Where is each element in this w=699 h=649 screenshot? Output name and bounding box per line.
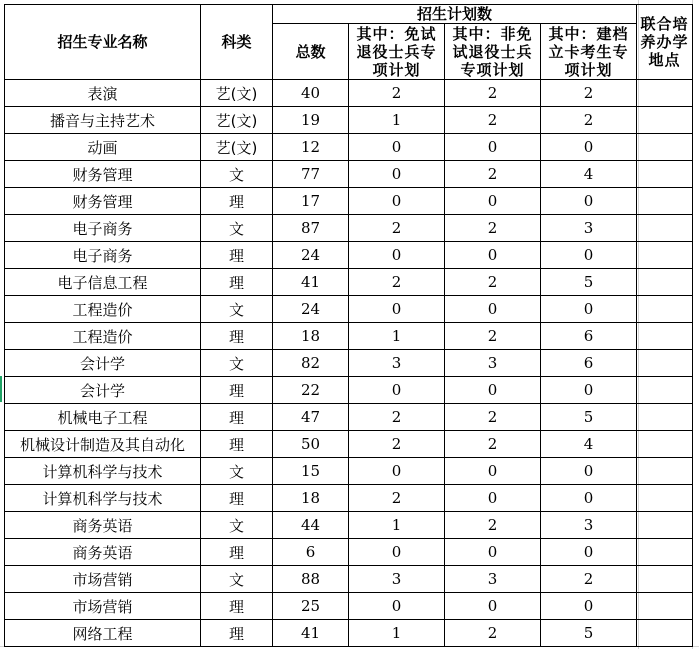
table-body [5, 80, 693, 647]
cell-non-exempt-soldier[interactable]: 0 [445, 458, 541, 485]
cell-major[interactable]: 网络工程 [5, 620, 201, 647]
cell-major[interactable]: 表演 [5, 80, 201, 107]
cell-exempt-soldier[interactable]: 0 [349, 539, 445, 566]
cell-non-exempt-soldier[interactable]: 0 [445, 377, 541, 404]
cell-major[interactable]: 播音与主持艺术 [5, 107, 201, 134]
cell-total[interactable]: 18 [273, 323, 349, 350]
cell-category[interactable]: 文 [201, 512, 273, 539]
cell-joint-location[interactable] [637, 242, 693, 269]
cell-exempt-soldier[interactable]: 0 [349, 458, 445, 485]
cell-poverty[interactable]: 2 [541, 566, 637, 593]
cell-poverty[interactable]: 0 [541, 485, 637, 512]
cell-exempt-soldier[interactable]: 0 [349, 377, 445, 404]
cell-non-exempt-soldier[interactable]: 0 [445, 242, 541, 269]
cell-joint-location[interactable] [637, 458, 693, 485]
cell-major[interactable]: 会计学 [5, 350, 201, 377]
cell-poverty[interactable]: 0 [541, 458, 637, 485]
header-plan-group[interactable]: 招生计划数 [273, 5, 637, 24]
cell-major[interactable]: 机械设计制造及其自动化 [5, 431, 201, 458]
cell-joint-location[interactable] [637, 620, 693, 647]
cell-major[interactable]: 电子商务 [5, 242, 201, 269]
cell-exempt-soldier[interactable]: 0 [349, 161, 445, 188]
table-row [5, 539, 693, 566]
cell-poverty[interactable]: 0 [541, 188, 637, 215]
cell-joint-location[interactable] [637, 512, 693, 539]
cell-total[interactable]: 41 [273, 620, 349, 647]
cell-total[interactable]: 15 [273, 458, 349, 485]
cell-non-exempt-soldier[interactable]: 0 [445, 593, 541, 620]
cell-total[interactable]: 24 [273, 296, 349, 323]
cell-major[interactable]: 商务英语 [5, 512, 201, 539]
cell-non-exempt-soldier[interactable]: 2 [445, 323, 541, 350]
cell-exempt-soldier[interactable]: 2 [349, 269, 445, 296]
cell-exempt-soldier[interactable]: 2 [349, 80, 445, 107]
cell-joint-location[interactable] [637, 161, 693, 188]
cell-category[interactable]: 艺(文) [201, 107, 273, 134]
cell-non-exempt-soldier[interactable]: 2 [445, 161, 541, 188]
table-row [5, 242, 693, 269]
cell-exempt-soldier[interactable]: 1 [349, 512, 445, 539]
table-row [5, 80, 693, 107]
cell-poverty[interactable]: 0 [541, 377, 637, 404]
cell-major[interactable]: 动画 [5, 134, 201, 161]
table-row [5, 107, 693, 134]
cell-non-exempt-soldier[interactable]: 2 [445, 80, 541, 107]
cell-total[interactable]: 82 [273, 350, 349, 377]
table-row [5, 512, 693, 539]
cell-total[interactable]: 18 [273, 485, 349, 512]
cell-category[interactable]: 理 [201, 377, 273, 404]
cell-major[interactable]: 工程造价 [5, 323, 201, 350]
cell-category[interactable]: 理 [201, 485, 273, 512]
cell-category[interactable]: 理 [201, 269, 273, 296]
cell-category[interactable]: 理 [201, 242, 273, 269]
cell-joint-location[interactable] [637, 80, 693, 107]
cell-poverty[interactable]: 2 [541, 107, 637, 134]
header-poverty[interactable]: 其中：建档立卡考生专项计划 [541, 24, 637, 80]
cell-category[interactable]: 文 [201, 296, 273, 323]
cell-poverty[interactable]: 0 [541, 296, 637, 323]
cell-poverty[interactable]: 3 [541, 215, 637, 242]
cell-total[interactable]: 41 [273, 269, 349, 296]
cell-poverty[interactable]: 5 [541, 620, 637, 647]
cell-major[interactable]: 工程造价 [5, 296, 201, 323]
cell-exempt-soldier[interactable]: 0 [349, 188, 445, 215]
cell-non-exempt-soldier[interactable]: 3 [445, 566, 541, 593]
cell-total[interactable]: 50 [273, 431, 349, 458]
cell-exempt-soldier[interactable]: 2 [349, 404, 445, 431]
cell-category[interactable]: 理 [201, 539, 273, 566]
cell-major[interactable]: 商务英语 [5, 539, 201, 566]
cell-non-exempt-soldier[interactable]: 2 [445, 215, 541, 242]
cell-exempt-soldier[interactable]: 0 [349, 593, 445, 620]
cell-category[interactable]: 文 [201, 458, 273, 485]
header-exempt-soldier[interactable]: 其中：免试退役士兵专项计划 [349, 24, 445, 80]
cell-total[interactable]: 88 [273, 566, 349, 593]
table-row [5, 323, 693, 350]
cell-poverty[interactable]: 6 [541, 323, 637, 350]
cell-selection-indicator [0, 376, 2, 402]
cell-major[interactable]: 电子信息工程 [5, 269, 201, 296]
cell-total[interactable]: 25 [273, 593, 349, 620]
cell-major[interactable]: 会计学 [5, 377, 201, 404]
table-row [5, 377, 693, 404]
table-row [5, 620, 693, 647]
cell-major[interactable]: 机械电子工程 [5, 404, 201, 431]
cell-non-exempt-soldier[interactable]: 0 [445, 485, 541, 512]
cell-total[interactable]: 19 [273, 107, 349, 134]
cell-total[interactable]: 6 [273, 539, 349, 566]
cell-joint-location[interactable] [637, 431, 693, 458]
cell-total[interactable]: 17 [273, 188, 349, 215]
cell-exempt-soldier[interactable]: 2 [349, 431, 445, 458]
cell-joint-location[interactable] [637, 539, 693, 566]
cell-total[interactable]: 87 [273, 215, 349, 242]
cell-exempt-soldier[interactable]: 2 [349, 215, 445, 242]
cell-joint-location[interactable] [637, 215, 693, 242]
cell-joint-location[interactable] [637, 323, 693, 350]
table-row [5, 269, 693, 296]
cell-category[interactable]: 理 [201, 593, 273, 620]
cell-category[interactable]: 理 [201, 323, 273, 350]
cell-non-exempt-soldier[interactable]: 0 [445, 188, 541, 215]
cell-joint-location[interactable] [637, 188, 693, 215]
cell-major[interactable]: 财务管理 [5, 188, 201, 215]
cell-total[interactable]: 22 [273, 377, 349, 404]
cell-non-exempt-soldier[interactable]: 2 [445, 431, 541, 458]
table-row [5, 458, 693, 485]
cell-exempt-soldier[interactable]: 1 [349, 323, 445, 350]
cell-poverty[interactable]: 0 [541, 134, 637, 161]
table-row [5, 215, 693, 242]
cell-category[interactable]: 文 [201, 566, 273, 593]
cell-non-exempt-soldier[interactable]: 2 [445, 404, 541, 431]
cell-category[interactable]: 理 [201, 620, 273, 647]
cell-exempt-soldier[interactable]: 3 [349, 566, 445, 593]
cell-total[interactable]: 40 [273, 80, 349, 107]
cell-category[interactable]: 理 [201, 188, 273, 215]
cell-total[interactable]: 24 [273, 242, 349, 269]
cell-non-exempt-soldier[interactable]: 0 [445, 134, 541, 161]
header-non-exempt-soldier[interactable]: 其中：非免试退役士兵专项计划 [445, 24, 541, 80]
cell-joint-location[interactable] [637, 485, 693, 512]
cell-category[interactable]: 文 [201, 161, 273, 188]
cell-major[interactable]: 财务管理 [5, 161, 201, 188]
cell-poverty[interactable]: 5 [541, 269, 637, 296]
cell-exempt-soldier[interactable]: 0 [349, 242, 445, 269]
cell-category[interactable]: 理 [201, 431, 273, 458]
cell-joint-location[interactable] [637, 107, 693, 134]
table-row [5, 296, 693, 323]
cell-exempt-soldier[interactable]: 1 [349, 107, 445, 134]
table-row [5, 566, 693, 593]
cell-non-exempt-soldier[interactable]: 2 [445, 107, 541, 134]
cell-non-exempt-soldier[interactable]: 2 [445, 620, 541, 647]
cell-poverty[interactable]: 0 [541, 593, 637, 620]
cell-joint-location[interactable] [637, 404, 693, 431]
cell-poverty[interactable]: 0 [541, 242, 637, 269]
cell-exempt-soldier[interactable]: 1 [349, 620, 445, 647]
cell-poverty[interactable]: 3 [541, 512, 637, 539]
header-total[interactable]: 总数 [273, 24, 349, 80]
header-category[interactable]: 科类 [201, 5, 273, 80]
table-row [5, 350, 693, 377]
cell-non-exempt-soldier[interactable]: 0 [445, 539, 541, 566]
cell-major[interactable]: 电子商务 [5, 215, 201, 242]
cell-category[interactable]: 艺(文) [201, 134, 273, 161]
cell-joint-location[interactable] [637, 269, 693, 296]
cell-poverty[interactable]: 6 [541, 350, 637, 377]
cell-joint-location[interactable] [637, 593, 693, 620]
cell-non-exempt-soldier[interactable]: 2 [445, 269, 541, 296]
header-joint-location[interactable]: 联合培养办学地点 [637, 5, 693, 80]
table-row [5, 431, 693, 458]
cell-total[interactable]: 44 [273, 512, 349, 539]
enrollment-plan-table [4, 4, 693, 647]
cell-total[interactable]: 47 [273, 404, 349, 431]
cell-major[interactable]: 计算机科学与技术 [5, 485, 201, 512]
cell-poverty[interactable]: 2 [541, 80, 637, 107]
cell-joint-location[interactable] [637, 350, 693, 377]
cell-category[interactable]: 艺(文) [201, 80, 273, 107]
cell-joint-location[interactable] [637, 296, 693, 323]
table-row [5, 161, 693, 188]
cell-joint-location[interactable] [637, 566, 693, 593]
cell-major[interactable]: 计算机科学与技术 [5, 458, 201, 485]
table-row [5, 404, 693, 431]
cell-non-exempt-soldier[interactable]: 2 [445, 512, 541, 539]
cell-total[interactable]: 12 [273, 134, 349, 161]
cell-non-exempt-soldier[interactable]: 0 [445, 296, 541, 323]
cell-poverty[interactable]: 5 [541, 404, 637, 431]
cell-exempt-soldier[interactable]: 0 [349, 134, 445, 161]
cell-exempt-soldier[interactable]: 0 [349, 296, 445, 323]
table-row [5, 188, 693, 215]
cell-exempt-soldier[interactable]: 3 [349, 350, 445, 377]
cell-category[interactable]: 理 [201, 404, 273, 431]
cell-joint-location[interactable] [637, 134, 693, 161]
cell-major[interactable]: 市场营销 [5, 593, 201, 620]
cell-category[interactable]: 文 [201, 215, 273, 242]
table-row [5, 593, 693, 620]
cell-poverty[interactable]: 4 [541, 431, 637, 458]
cell-major[interactable]: 市场营销 [5, 566, 201, 593]
cell-non-exempt-soldier[interactable]: 3 [445, 350, 541, 377]
cell-poverty[interactable]: 0 [541, 539, 637, 566]
cell-total[interactable]: 77 [273, 161, 349, 188]
cell-category[interactable]: 文 [201, 350, 273, 377]
header-major[interactable]: 招生专业名称 [5, 5, 201, 80]
cell-joint-location[interactable] [637, 377, 693, 404]
cell-poverty[interactable]: 4 [541, 161, 637, 188]
table-row [5, 134, 693, 161]
table-row [5, 485, 693, 512]
cell-exempt-soldier[interactable]: 2 [349, 485, 445, 512]
